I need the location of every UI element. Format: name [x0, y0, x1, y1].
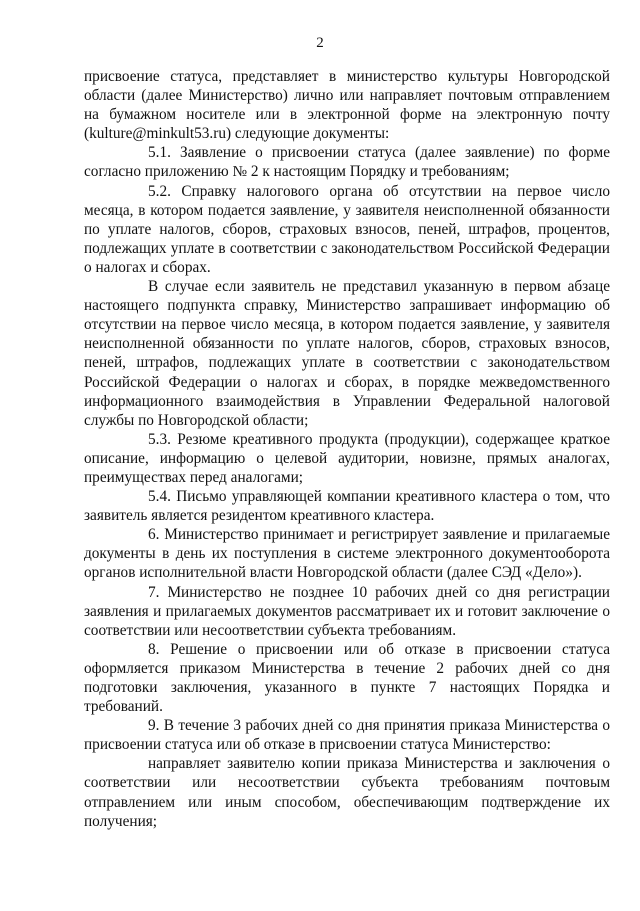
paragraph-9-item: направляет заявителю копии приказа Министерства и заключения о соответствии или несоответствии субъекта требованиям почтовым отправлением или иным способом, обеспечивающим подтверждение их получения;: [84, 755, 610, 830]
paragraph-9: 9. В течение 3 рабочих дней со дня принятия приказа Министерства о присвоении статуса или об отказе в присвоении статуса Министерство:: [84, 717, 610, 754]
paragraph-6: 6. Министерство принимает и регистрирует заявление и прилагаемые документы в день их поступления в системе электронного документооборота органов исполнительной власти Новгородской области (далее СЭД «Дело»).: [84, 526, 610, 582]
paragraph-5-2-note: В случае если заявитель не представил указанную в первом абзаце настоящего подпункта справку, Министерство запрашивает информацию об отсутствии на первое число месяца, в котором подается заявление, у заявителя неисполненной обязанности по уплате налогов, сборов, страховых взносов, пеней, штрафов, подлежащих уплате в соответствии с законодательством Российской Федерации о налогах и сборах, в порядке межведомственного информационного взаимодействия в Управлении Федеральной налоговой службы по Новгородской области;: [84, 278, 610, 429]
page-number: 2: [316, 35, 324, 51]
paragraph-8: 8. Решение о присвоении или об отказе в присвоении статуса оформляется приказом Министерства в течение 2 рабочих дней со дня подготовки заключения, указанного в пункте 7 настоящих Порядка и требований.: [84, 640, 610, 716]
paragraph-7: 7. Министерство не позднее 10 рабочих дней со дня регистрации заявления и прилагаемых документов рассматривает их и готовит заключение о соответствии или несоответствии субъекта требованиям.: [84, 583, 610, 639]
paragraph-5-4: 5.4. Письмо управляющей компании креативного кластера о том, что заявитель является резидентом креативного кластера.: [84, 488, 610, 525]
paragraph-5-2: 5.2. Справку налогового органа об отсутствии на первое число месяца, в котором подается заявление, у заявителя неисполненной обязанности по уплате налогов, сборов, страховых взносов, пеней, штрафов, процентов, подлежащих уплате в соответствии с законодательством Российской Федерации о налогах и сборах.: [84, 182, 610, 276]
paragraph-continuation: присвоение статуса, представляет в министерство культуры Новгородской области (далее Министерство) лично или направляет почтовым отправлением на бумажном носителе или в электронной форме на электронную почту (kulture@minkult53.ru) следующие документы:: [84, 68, 610, 143]
paragraph-5-3: 5.3. Резюме креативного продукта (продукции), содержащее краткое описание, информацию о целевой аудитории, новизне, прямых аналогах, преимуществах перед аналогами;: [84, 430, 610, 486]
document-body: [84, 67, 610, 831]
paragraph-5-1: 5.1. Заявление о присвоении статуса (далее заявление) по форме согласно приложению № 2 к настоящим Порядку и требованиям;: [84, 144, 610, 181]
